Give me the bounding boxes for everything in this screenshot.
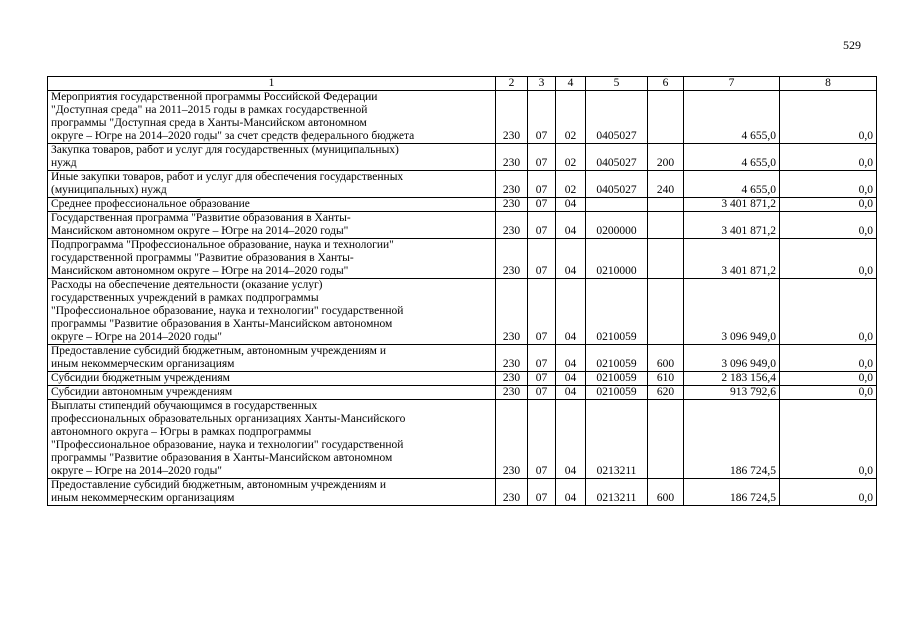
cell-ministry-code: 230: [496, 479, 528, 506]
cell-subsection-code: 04: [556, 479, 586, 506]
cell-amount-col7: 3 096 949,0: [684, 345, 780, 372]
col-header-3: 3: [528, 77, 556, 91]
row-description: Предоставление субсидий бюджетным, автономным учреждениям и иным некоммерческим организациям: [48, 345, 496, 372]
cell-section-code: 07: [528, 171, 556, 198]
table-row: [48, 171, 877, 198]
cell-target-article: 0210059: [586, 372, 648, 386]
cell-target-article: 0210000: [586, 239, 648, 279]
cell-amount-col8: 0,0: [780, 279, 877, 345]
cell-amount-col8: 0,0: [780, 345, 877, 372]
table-row: [48, 386, 877, 400]
cell-expense-type: 200: [648, 144, 684, 171]
cell-target-article: 0200000: [586, 212, 648, 239]
cell-amount-col7: 2 183 156,4: [684, 372, 780, 386]
table-row: [48, 345, 877, 372]
col-header-2: 2: [496, 77, 528, 91]
cell-subsection-code: 04: [556, 345, 586, 372]
cell-expense-type: [648, 212, 684, 239]
cell-subsection-code: 04: [556, 400, 586, 479]
cell-section-code: 07: [528, 279, 556, 345]
cell-ministry-code: 230: [496, 279, 528, 345]
row-description: Государственная программа "Развитие образования в Ханты- Мансийском автономном округе – Югре на 2014–2020 годы": [48, 212, 496, 239]
cell-amount-col8: 0,0: [780, 400, 877, 479]
table-row: [48, 400, 877, 479]
cell-target-article: 0213211: [586, 400, 648, 479]
cell-amount-col7: 3 096 949,0: [684, 279, 780, 345]
cell-amount-col7: 3 401 871,2: [684, 239, 780, 279]
cell-expense-type: 240: [648, 171, 684, 198]
cell-ministry-code: 230: [496, 91, 528, 144]
row-description: Выплаты стипендий обучающимся в государственных профессиональных образовательных организациях Ханты-Мансийского автономного округа – Югры в рамках подпрограммы "Профессиональное образование, наука и технологии" государственной программы "Развитие образования в Ханты-Мансийском автономном округе – Югре на 2014–2020 годы": [48, 400, 496, 479]
cell-section-code: 07: [528, 91, 556, 144]
header-row: [48, 77, 877, 91]
cell-expense-type: 600: [648, 479, 684, 506]
cell-amount-col8: 0,0: [780, 372, 877, 386]
cell-amount-col8: 0,0: [780, 198, 877, 212]
cell-amount-col8: 0,0: [780, 212, 877, 239]
col-header-6: 6: [648, 77, 684, 91]
col-header-8: 8: [780, 77, 877, 91]
row-description: Закупка товаров, работ и услуг для государственных (муниципальных) нужд: [48, 144, 496, 171]
cell-section-code: 07: [528, 386, 556, 400]
row-description: Мероприятия государственной программы Российской Федерации "Доступная среда" на 2011–2015 годы в рамках государственной программы "Доступная среда в Ханты-Мансийском автономном округе – Югре на 2014–2020 годы" за счет средств федерального бюджета: [48, 91, 496, 144]
cell-amount-col7: 3 401 871,2: [684, 198, 780, 212]
cell-section-code: 07: [528, 372, 556, 386]
cell-subsection-code: 04: [556, 212, 586, 239]
cell-amount-col8: 0,0: [780, 144, 877, 171]
cell-subsection-code: 04: [556, 279, 586, 345]
cell-ministry-code: 230: [496, 144, 528, 171]
cell-expense-type: 620: [648, 386, 684, 400]
col-header-7: 7: [684, 77, 780, 91]
page-number: 529: [843, 38, 861, 52]
row-description: Субсидии автономным учреждениям: [48, 386, 496, 400]
cell-section-code: 07: [528, 198, 556, 212]
cell-expense-type: 610: [648, 372, 684, 386]
budget-table: [47, 76, 877, 506]
cell-amount-col8: 0,0: [780, 171, 877, 198]
cell-subsection-code: 04: [556, 386, 586, 400]
cell-ministry-code: 230: [496, 400, 528, 479]
cell-target-article: 0210059: [586, 279, 648, 345]
cell-target-article: 0213211: [586, 479, 648, 506]
table-row: [48, 198, 877, 212]
cell-amount-col7: 186 724,5: [684, 479, 780, 506]
cell-amount-col7: 913 792,6: [684, 386, 780, 400]
cell-section-code: 07: [528, 400, 556, 479]
cell-subsection-code: 04: [556, 239, 586, 279]
cell-subsection-code: 02: [556, 144, 586, 171]
cell-expense-type: [648, 400, 684, 479]
cell-section-code: 07: [528, 212, 556, 239]
cell-section-code: 07: [528, 345, 556, 372]
table-row: [48, 91, 877, 144]
cell-ministry-code: 230: [496, 239, 528, 279]
table-row: [48, 372, 877, 386]
cell-amount-col8: 0,0: [780, 386, 877, 400]
col-header-4: 4: [556, 77, 586, 91]
cell-amount-col8: 0,0: [780, 239, 877, 279]
cell-ministry-code: 230: [496, 198, 528, 212]
cell-subsection-code: 04: [556, 372, 586, 386]
table-row: [48, 279, 877, 345]
cell-section-code: 07: [528, 239, 556, 279]
cell-subsection-code: 02: [556, 91, 586, 144]
cell-target-article: 0405027: [586, 171, 648, 198]
table-row: [48, 144, 877, 171]
cell-expense-type: [648, 279, 684, 345]
cell-subsection-code: 04: [556, 198, 586, 212]
cell-amount-col7: 4 655,0: [684, 91, 780, 144]
cell-amount-col7: 186 724,5: [684, 400, 780, 479]
cell-amount-col8: 0,0: [780, 91, 877, 144]
row-description: Среднее профессиональное образование: [48, 198, 496, 212]
cell-target-article: 0210059: [586, 345, 648, 372]
cell-section-code: 07: [528, 144, 556, 171]
cell-amount-col7: 4 655,0: [684, 171, 780, 198]
col-header-5: 5: [586, 77, 648, 91]
row-description: Иные закупки товаров, работ и услуг для обеспечения государственных (муниципальных) нужд: [48, 171, 496, 198]
table-row: [48, 239, 877, 279]
cell-amount-col8: 0,0: [780, 479, 877, 506]
cell-subsection-code: 02: [556, 171, 586, 198]
cell-target-article: 0405027: [586, 91, 648, 144]
table-row: [48, 479, 877, 506]
cell-ministry-code: 230: [496, 386, 528, 400]
col-header-1: 1: [48, 77, 496, 91]
cell-amount-col7: 3 401 871,2: [684, 212, 780, 239]
table-row: [48, 212, 877, 239]
cell-ministry-code: 230: [496, 372, 528, 386]
cell-expense-type: 600: [648, 345, 684, 372]
row-description: Субсидии бюджетным учреждениям: [48, 372, 496, 386]
cell-expense-type: [648, 198, 684, 212]
row-description: Расходы на обеспечение деятельности (оказание услуг) государственных учреждений в рамках подпрограммы "Профессиональное образование, наука и технологии" государственной программы "Развитие образования в Ханты-Мансийском автономном округе – Югре на 2014–2020 годы": [48, 279, 496, 345]
cell-ministry-code: 230: [496, 345, 528, 372]
cell-target-article: 0405027: [586, 144, 648, 171]
row-description: Предоставление субсидий бюджетным, автономным учреждениям и иным некоммерческим организациям: [48, 479, 496, 506]
cell-ministry-code: 230: [496, 212, 528, 239]
cell-expense-type: [648, 91, 684, 144]
cell-expense-type: [648, 239, 684, 279]
cell-target-article: 0210059: [586, 386, 648, 400]
cell-amount-col7: 4 655,0: [684, 144, 780, 171]
row-description: Подпрограмма "Профессиональное образование, наука и технологии" государственной программы "Развитие образования в Ханты- Мансийском автономном округе – Югре на 2014–2020 годы": [48, 239, 496, 279]
cell-section-code: 07: [528, 479, 556, 506]
cell-target-article: [586, 198, 648, 212]
cell-ministry-code: 230: [496, 171, 528, 198]
